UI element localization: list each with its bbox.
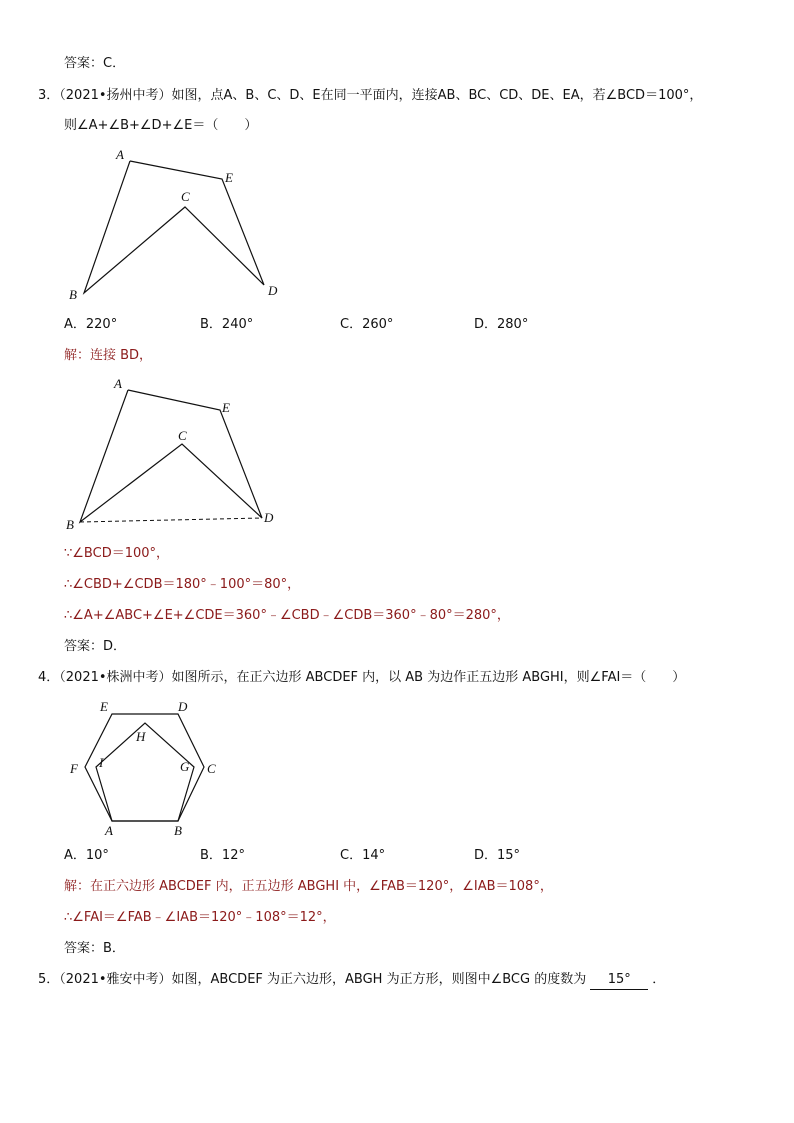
q3s-label-b: B xyxy=(66,517,74,532)
q3s-label-a: A xyxy=(114,376,122,391)
q3-option-a: A．220° xyxy=(64,317,118,332)
q5-stem xyxy=(38,971,665,990)
q4-option-c: C．14° xyxy=(340,848,386,863)
q3-solution-intro: 解：连接 BD， xyxy=(64,348,153,363)
q3s-label-d: D xyxy=(264,510,274,525)
q3-figure xyxy=(60,145,300,309)
q3-label-d: D xyxy=(268,283,278,298)
q3-label-c: C xyxy=(181,189,190,204)
q3-option-d: D．280° xyxy=(474,317,529,332)
q4-label-i: I xyxy=(99,755,104,770)
q4-option-b: B．12° xyxy=(200,848,245,863)
q5-stem-text: 5．（2021•雅安中考）如图，ABCDEF 为正六边形，ABGH 为正方形，则图中∠BCG 的度数为 xyxy=(38,972,587,987)
q3-stem-line2: 则∠A+∠B+∠D+∠E＝（ ） xyxy=(64,118,258,133)
q3-label-b: B xyxy=(69,287,77,302)
q4-option-d: D．15° xyxy=(474,848,521,863)
q3-step-1: ∵∠BCD＝100°， xyxy=(64,546,170,561)
q3s-label-e: E xyxy=(222,400,230,415)
q5-stem-end: ． xyxy=(652,972,666,987)
q3-label-e: E xyxy=(225,170,233,185)
q4-step-2: ∴∠FAI＝∠FAB﹣∠IAB＝120°﹣108°＝12°， xyxy=(64,910,336,925)
q3-step-3: ∴∠A+∠ABC+∠E+∠CDE＝360°﹣∠CBD﹣∠CDB＝360°﹣80°＝280°， xyxy=(64,608,510,623)
q4-label-a: A xyxy=(105,823,113,838)
q3s-label-c: C xyxy=(178,428,187,443)
q4-label-h: H xyxy=(136,729,146,744)
q4-label-c: C xyxy=(207,761,216,776)
q3-stem-line1: 3．（2021•扬州中考）如图，点A、B、C、D、E在同一平面内，连接AB、BC、CD、DE、EA，若∠BCD＝100°， xyxy=(38,88,703,103)
q4-label-e: E xyxy=(100,699,108,714)
q4-step-1: 解：在正六边形 ABCDEF 内，正五边形 ABGHI 中，∠FAB＝120°，∠IAB＝108°， xyxy=(64,879,553,894)
q3-solution-figure xyxy=(60,372,300,536)
q4-label-b: B xyxy=(174,823,182,838)
previous-answer: 答案：C． xyxy=(64,56,126,71)
q4-answer: 答案：B． xyxy=(64,941,125,956)
q4-label-f: F xyxy=(70,761,78,776)
q3-label-a: A xyxy=(116,147,124,162)
q4-label-g: G xyxy=(180,759,190,774)
q3-option-b: B．240° xyxy=(200,317,254,332)
q4-figure xyxy=(60,695,240,844)
q4-stem: 4．（2021•株洲中考）如图所示，在正六边形 ABCDEF 内，以 AB 为边作正五边形 ABGHI，则∠FAI＝（ ） xyxy=(38,670,686,685)
q4-label-d: D xyxy=(178,699,188,714)
q4-option-a: A．10° xyxy=(64,848,109,863)
q3-option-c: C．260° xyxy=(340,317,394,332)
q3-answer: 答案：D． xyxy=(64,639,127,654)
q3-step-2: ∴∠CBD+∠CDB＝180°﹣100°＝80°， xyxy=(64,577,301,592)
q5-answer-blank: 15° xyxy=(590,971,648,990)
